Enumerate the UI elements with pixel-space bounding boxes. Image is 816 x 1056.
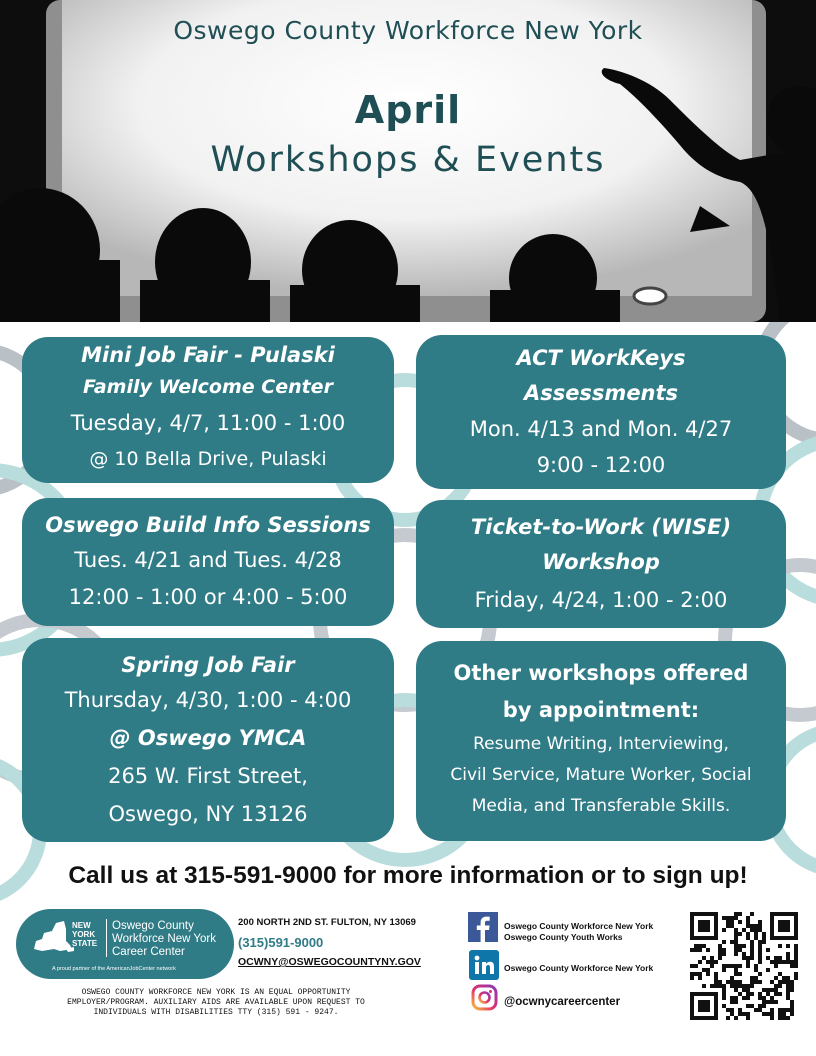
event-datetime: Tuesday, 4/7, 11:00 - 1:00 (70, 411, 346, 435)
event-box-oswego-build (22, 498, 394, 626)
facebook-icon[interactable] (468, 912, 498, 942)
street-address: 200 NORTH 2ND ST. FULTON, NY 13069 (238, 917, 416, 928)
partner-tagline: A proud partner of the AmericanJobCenter network (52, 966, 176, 972)
event-title: Assessments (523, 381, 679, 405)
linkedin-icon[interactable] (469, 950, 499, 980)
event-datetime: Friday, 4/24, 1:00 - 2:00 (474, 588, 728, 612)
qr-code[interactable] (690, 912, 798, 1020)
workshop-list-line: Media, and Transferable Skills. (471, 796, 731, 816)
event-box-other-workshops (416, 641, 786, 841)
event-dates: Tues. 4/21 and Tues. 4/28 (74, 548, 342, 572)
event-title: Oswego Build Info Sessions (45, 513, 371, 537)
event-venue: @ Oswego YMCA (109, 726, 307, 750)
ny-state-wordmark: NEW YORK STATE (72, 921, 98, 948)
event-title: Workshop (542, 550, 660, 574)
event-title: ACT WorkKeys (516, 346, 686, 370)
career-center-logo (16, 909, 234, 979)
event-subtitle: Family Welcome Center (83, 376, 333, 398)
event-times: 12:00 - 1:00 or 4:00 - 5:00 (68, 585, 348, 609)
event-city: Oswego, NY 13126 (108, 802, 308, 826)
workshop-list-line: Civil Service, Mature Worker, Social (450, 765, 752, 785)
event-time: 9:00 - 12:00 (536, 453, 666, 477)
event-title: Mini Job Fair - Pulaski (81, 343, 335, 367)
logo-divider (106, 919, 107, 957)
career-center-name: Oswego County Workforce New York Career Center (112, 920, 216, 958)
event-dates: Mon. 4/13 and Mon. 4/27 (469, 417, 733, 441)
event-box-workkeys (416, 335, 786, 489)
linkedin-label[interactable]: Oswego County Workforce New York (504, 963, 654, 973)
event-box-spring-job-fair (22, 638, 394, 842)
workshop-list-line: Resume Writing, Interviewing, (473, 734, 729, 754)
event-box-ticket-to-work (416, 500, 786, 628)
facebook-label[interactable]: Oswego County Workforce New York Oswego County Youth Works (504, 921, 654, 942)
event-title: Ticket-to-Work (WISE) (470, 515, 732, 539)
instagram-icon[interactable] (471, 984, 498, 1011)
event-location: @ 10 Bella Drive, Pulaski (89, 448, 327, 470)
instagram-handle[interactable]: @ocwnycareercenter (504, 996, 621, 1008)
phone-number[interactable]: (315)591-9000 (238, 935, 324, 950)
event-box-pulaski (22, 337, 394, 483)
event-title: by appointment: (502, 698, 700, 722)
event-street: 265 W. First Street, (108, 764, 308, 788)
event-title: Spring Job Fair (121, 653, 295, 677)
call-to-action: Call us at 315-591-9000 for more information or to sign up! (68, 862, 748, 889)
ny-state-map-icon (30, 919, 74, 959)
page-subtitle: Workshops & Events (210, 140, 606, 180)
email-link[interactable]: OCWNY@OSWEGOCOUNTYNY.GOV (238, 956, 421, 968)
month-title: April (354, 88, 462, 132)
event-title: Other workshops offered (453, 661, 749, 685)
event-datetime: Thursday, 4/30, 1:00 - 4:00 (64, 688, 352, 712)
eeo-disclaimer: OSWEGO COUNTY WORKFORCE NEW YORK IS AN EQUAL OPPORTUNITY EMPLOYER/PROGRAM. AUXILIARY AIDS ARE AVAILABLE UPON REQUEST TO INDIVIDUALS WITH DISABILITIES TTY (315) 591 - 9247. (67, 988, 365, 1017)
org-title: Oswego County Workforce New York (173, 16, 643, 45)
header-banner (0, 0, 816, 322)
